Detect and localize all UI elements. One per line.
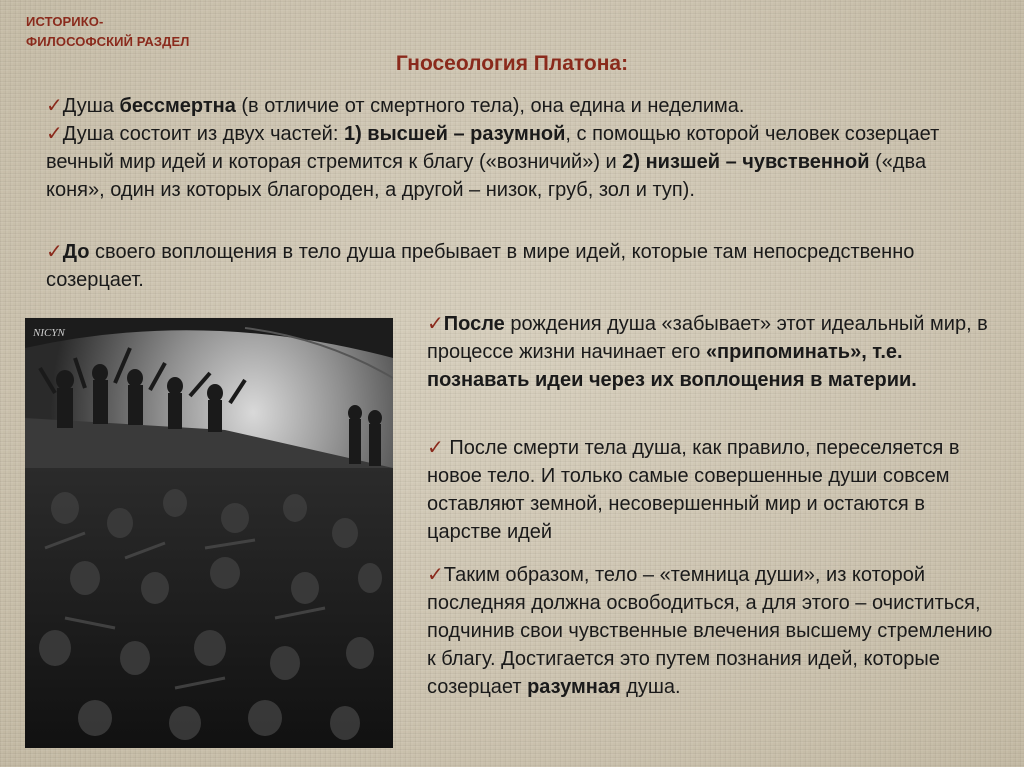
check-icon: ✓ — [46, 123, 63, 145]
page-title: Гносеология Платона: — [395, 52, 629, 75]
check-icon: ✓ — [427, 437, 444, 459]
check-icon: ✓ — [46, 241, 63, 263]
engraving-inscription: NICYN — [33, 327, 65, 339]
bullet-paragraph-4: ✓После рождения душа «забывает» этот идеальный мир, в процессе жизни начинает его «припоминать», т.е. познавать идеи через их воплощения в материи. — [427, 313, 988, 391]
bullet-paragraph-1: ✓Душа бессмертна (в отличие от смертного тела), она едина и неделима. — [46, 95, 745, 117]
cave-engraving-image — [25, 318, 393, 748]
bullet-paragraph-2: ✓Душа состоит из двух частей: 1) высшей – разумной, с помощью которой человек созерцает вечный мир идей и которая стремится к благу («возничий») и 2) низшей – чувственной («два коня», один из которых благороден, а другой – низок, груб, зол и туп). — [46, 123, 940, 201]
bullet-paragraph-6: ✓Таким образом, тело – «темница души», из которой последняя должна освободиться, а для этого – очиститься, подчинив свои чувственные влечения высшему стремлению к благу. Достигается это путем познания идей, которые созерцает разумная душа. — [427, 564, 993, 698]
section-label — [26, 12, 189, 52]
bullet-paragraph-3: ✓До своего воплощения в тело душа пребывает в мире идей, которые там непосредственно созерцает. — [46, 241, 915, 291]
section-label-line2: ФИЛОСОФСКИЙ РАЗДЕЛ — [26, 34, 190, 49]
engraving-image-icon — [25, 318, 393, 748]
check-icon: ✓ — [46, 95, 63, 117]
bullet-paragraph-5: ✓ После смерти тела душа, как правило, переселяется в новое тело. И только самые совершенные души совсем оставляют земной, несовершенный мир и остаются в царстве идей — [427, 437, 960, 543]
check-icon: ✓ — [427, 564, 444, 586]
section-label-line1: ИСТОРИКО- — [26, 14, 104, 29]
check-icon: ✓ — [427, 313, 444, 335]
